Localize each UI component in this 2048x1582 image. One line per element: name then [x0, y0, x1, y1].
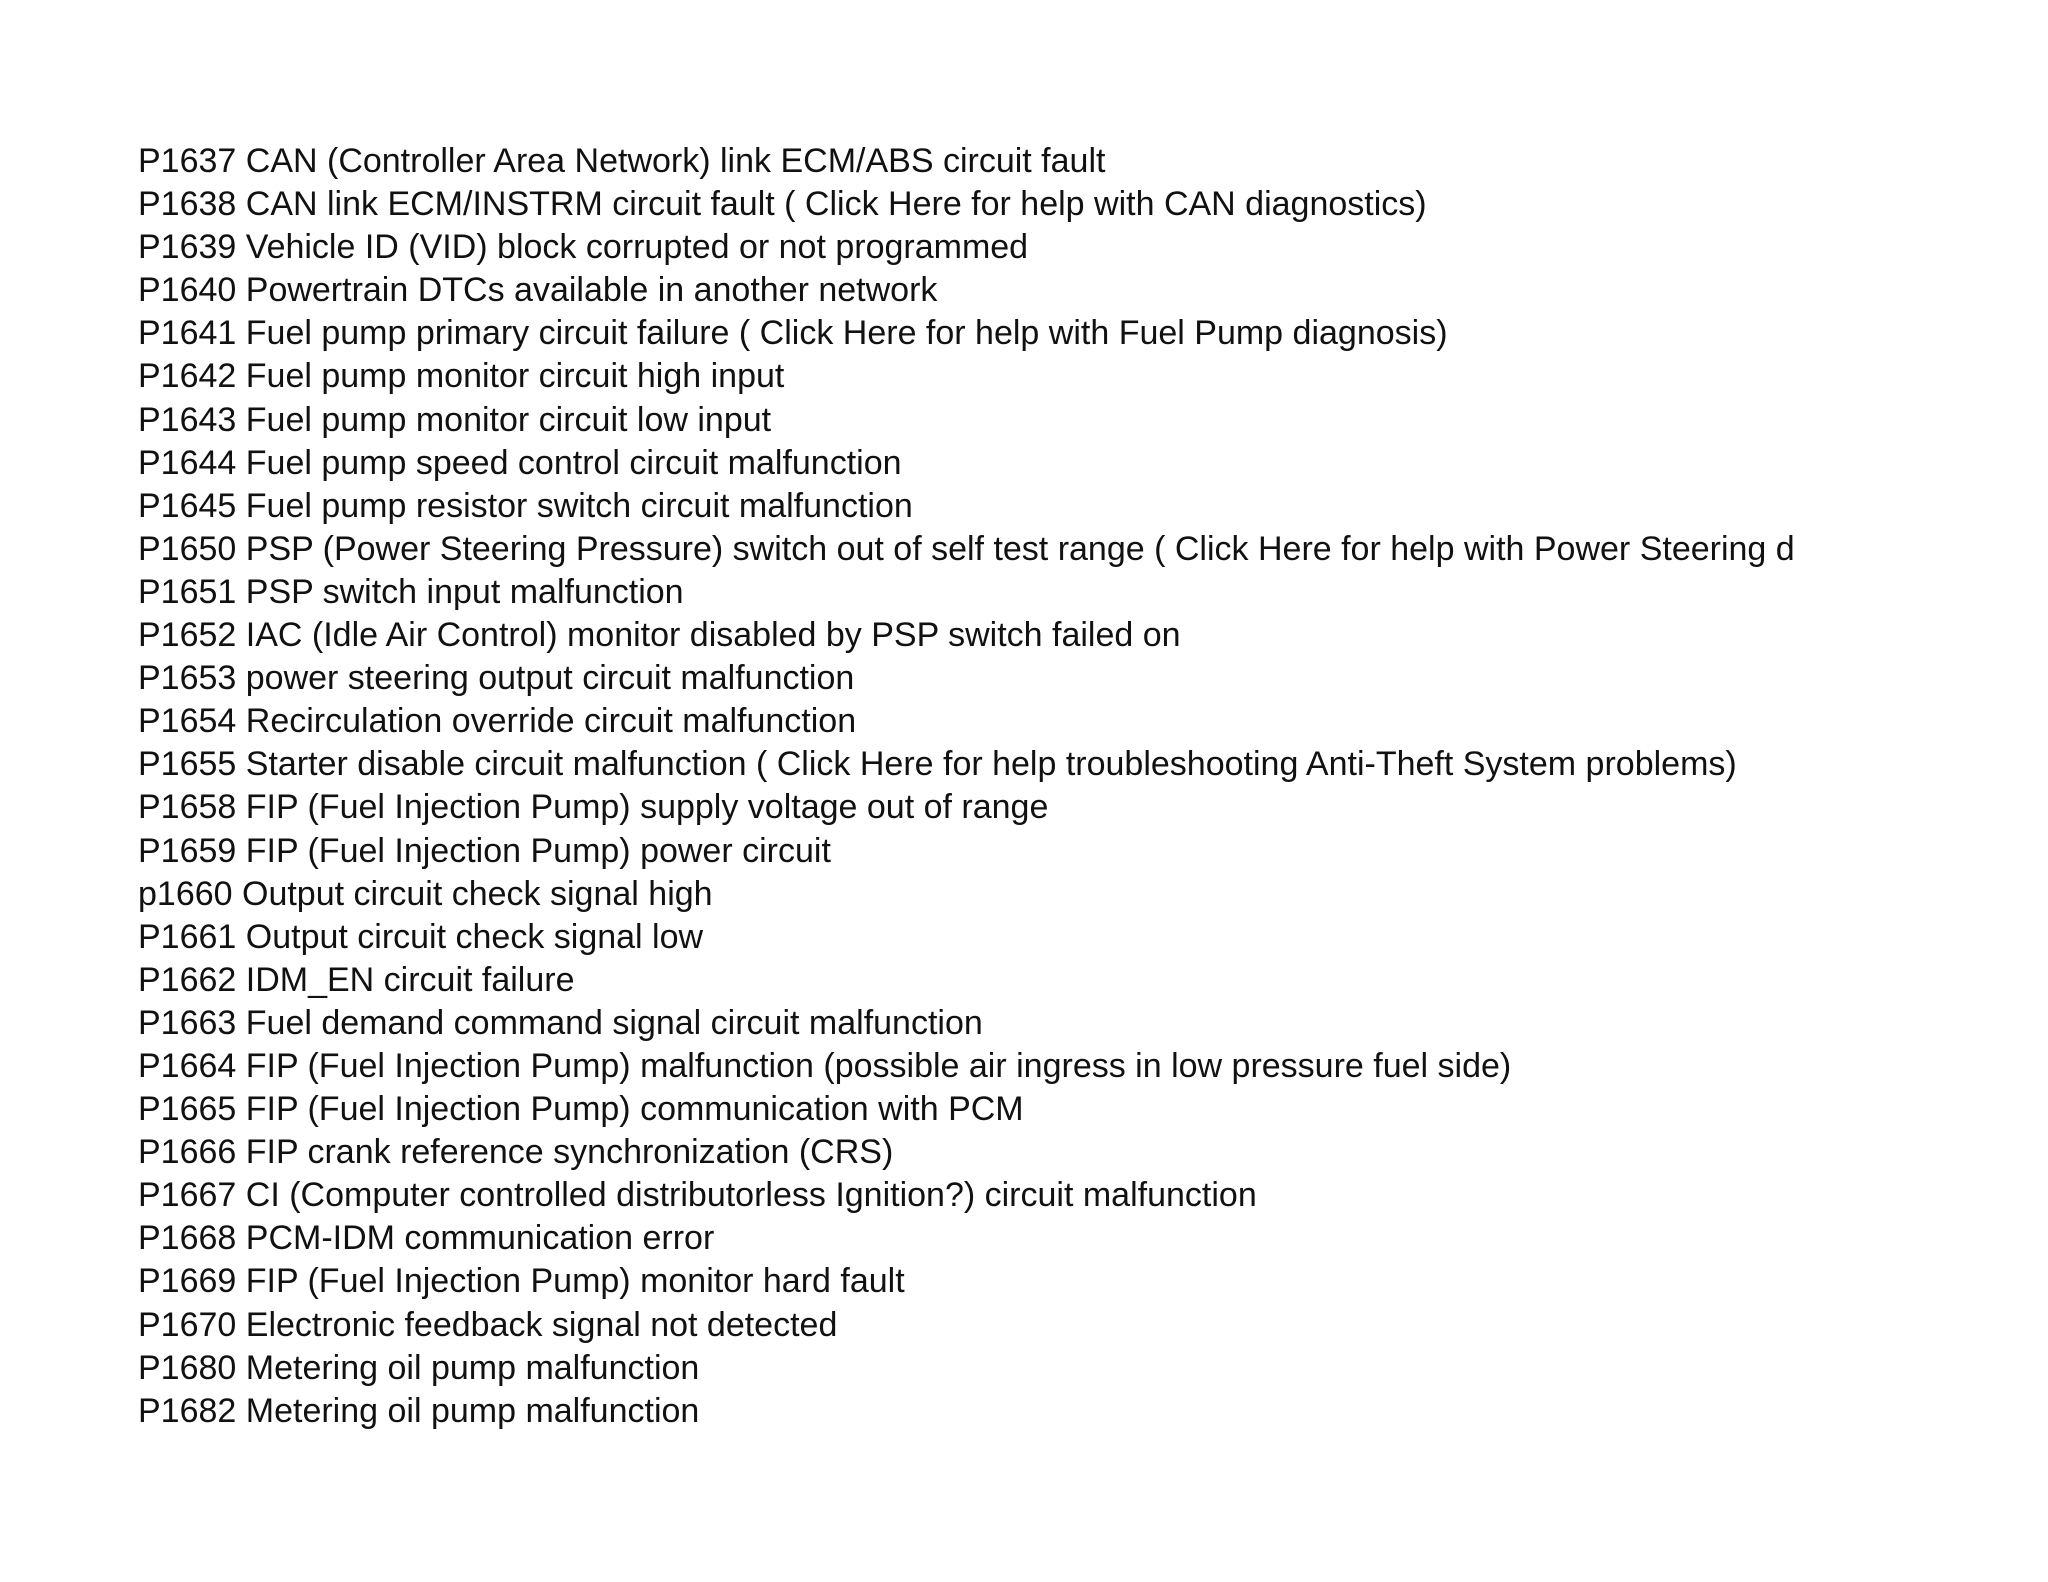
dtc-line: P1639 Vehicle ID (VID) block corrupted or not programmed [138, 228, 1029, 267]
dtc-line: P1663 Fuel demand command signal circuit malfunction [138, 1003, 983, 1042]
dtc-line: P1637 CAN (Controller Area Network) link ECM/ABS circuit fault [138, 142, 1106, 180]
dtc-line: P1662 IDM_EN circuit failure [138, 960, 575, 999]
dtc-line: P1652 IAC (Idle Air Control) monitor disabled by PSP switch failed on [138, 616, 1181, 655]
dtc-line: P1653 power steering output circuit malfunction [138, 659, 855, 698]
dtc-line: P1680 Metering oil pump malfunction [138, 1348, 700, 1387]
dtc-line: P1638 CAN link ECM/INSTRM circuit fault ( Click Here for help with CAN diagnostics) [138, 185, 1427, 224]
dtc-line: P1682 Metering oil pump malfunction [138, 1391, 700, 1430]
dtc-line: P1667 CI (Computer controlled distributorless Ignition?) circuit malfunction [138, 1176, 1257, 1215]
dtc-line: P1651 PSP switch input malfunction [138, 572, 684, 611]
dtc-line: P1658 FIP (Fuel Injection Pump) supply voltage out of range [138, 788, 1049, 827]
dtc-line: P1644 Fuel pump speed control circuit malfunction [138, 443, 902, 482]
dtc-line: P1670 Electronic feedback signal not detected [138, 1305, 838, 1344]
dtc-line: P1669 FIP (Fuel Injection Pump) monitor hard fault [138, 1262, 905, 1301]
dtc-line: P1641 Fuel pump primary circuit failure ( Click Here for help with Fuel Pump diagnosis) [138, 314, 1448, 353]
dtc-line: P1664 FIP (Fuel Injection Pump) malfunction (possible air ingress in low pressure fuel side) [138, 1046, 1512, 1085]
dtc-line: P1665 FIP (Fuel Injection Pump) communication with PCM [138, 1090, 1024, 1129]
dtc-line: P1659 FIP (Fuel Injection Pump) power circuit [138, 831, 831, 870]
dtc-line: p1660 Output circuit check signal high [138, 874, 713, 913]
dtc-line: P1640 Powertrain DTCs available in another network [138, 271, 938, 310]
dtc-line: P1668 PCM-IDM communication error [138, 1219, 715, 1258]
dtc-line: P1645 Fuel pump resistor switch circuit malfunction [138, 486, 913, 525]
dtc-line: P1655 Starter disable circuit malfunction ( Click Here for help troubleshooting Anti-Theft System problems) [138, 745, 1737, 784]
dtc-code-list [138, 140, 1795, 1433]
dtc-line: P1642 Fuel pump monitor circuit high input [138, 357, 785, 396]
dtc-line: P1650 PSP (Power Steering Pressure) switch out of self test range ( Click Here for help with Power Steering d [138, 529, 1795, 568]
dtc-line: P1643 Fuel pump monitor circuit low input [138, 400, 772, 439]
dtc-line: P1654 Recirculation override circuit malfunction [138, 702, 857, 741]
dtc-line: P1661 Output circuit check signal low [138, 917, 704, 956]
dtc-line: P1666 FIP crank reference synchronization (CRS) [138, 1133, 894, 1172]
